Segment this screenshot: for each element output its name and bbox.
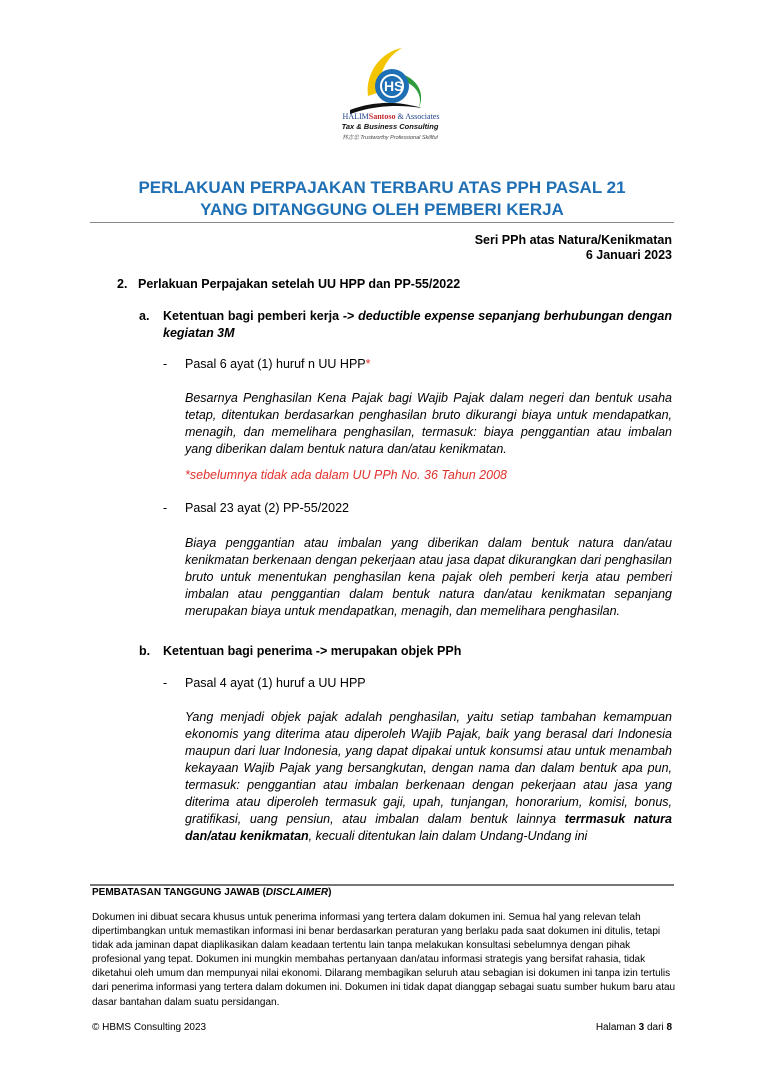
subsection-b-heading	[139, 643, 672, 660]
heading-text: )	[328, 887, 332, 898]
page-label: Halaman	[595, 1022, 639, 1033]
page-current: 3	[638, 1022, 645, 1033]
section-number: 2.	[117, 277, 128, 291]
dash: -	[163, 501, 168, 515]
dash: -	[163, 676, 168, 690]
logo-emblem-icon	[340, 44, 440, 114]
logo-tagline: Tax & Business Consulting	[341, 122, 439, 131]
item-b1-text	[185, 709, 672, 845]
text-bold: terrmasuk natura dan/atau kenikmatan	[185, 812, 672, 843]
item-a2-text: Biaya penggantian atau imbalan yang diberikan dalam bentuk natura dan/atau kenikmatan berkenaan dengan pekerjaan atau jasa dapat dikurangkan dari penghasilan bruto untuk menentukan penghasilan kena pajak oleh pemberi kerja atau pemberi imbalan atau penggantian dalam bentuk natura dan/atau kenikmatan sepanjang merupakan biaya untuk mendapatkan, menagih, dan memelihara penghasilan.	[185, 536, 672, 618]
title-line-2: YANG DITANGGUNG OLEH PEMBERI KERJA	[200, 200, 564, 219]
document-title	[90, 177, 674, 221]
page-total: 8	[666, 1022, 672, 1033]
title-line-1: PERLAKUAN PERPAJAKAN TERBARU ATAS PPH PASAL 21	[138, 178, 626, 197]
section-title: Perlakuan Perpajakan setelah UU HPP dan PP-55/2022	[138, 277, 461, 291]
subsection-letter: a.	[139, 309, 150, 323]
item-a1-note: *sebelumnya tidak ada dalam UU PPh No. 36 Tahun 2008	[185, 468, 507, 482]
heading-text: PEMBATASAN TANGGUNG JAWAB (	[92, 887, 266, 898]
logo-name: HALIMSantoso & Associates	[342, 112, 440, 121]
subsection-a-heading	[139, 308, 672, 342]
section-heading	[117, 277, 460, 291]
heading-italic: deductible expense sepanjang berhubungan dengan kegiatan 3M	[163, 309, 672, 340]
page-sep: dari	[644, 1022, 667, 1033]
logo-motto: 林志忠 Trustworthy Professional Skillful	[342, 135, 438, 141]
subsection-letter: b.	[139, 644, 151, 658]
footer-copyright: © HBMS Consulting 2023	[92, 1022, 207, 1033]
item-a1-text: Besarnya Penghasilan Kena Pajak bagi Wajib Pajak dalam negeri dan bentuk usaha tetap, ditentukan berdasarkan penghasilan bruto dikurangi biaya untuk mendapatkan, menagih, dan memelihara penghasilan, termasuk: biaya penggantian atau imbalan yang diberikan dalam bentuk natura dan/atau kenikmatan.	[185, 391, 672, 456]
series-name: Seri PPh atas Natura/Kenikmatan	[474, 233, 672, 247]
asterisk-mark: *	[365, 357, 371, 371]
svg-text:HS: HS	[384, 78, 404, 94]
item-b1-label	[163, 676, 366, 690]
series-date: 6 Januari 2023	[585, 248, 672, 262]
heading-italic: DISCLAIMER	[265, 887, 329, 898]
disclaimer-heading	[92, 887, 331, 898]
text-part: , kecuali ditentukan lain dalam Undang-Undang ini	[308, 829, 588, 843]
heading-text: Ketentuan bagi pemberi kerja ->	[163, 309, 359, 323]
text-part: Yang menjadi objek pajak adalah penghasilan, yaitu setiap tambahan kemampuan ekonomis yang diterima atau diperoleh Wajib Pajak, baik yang berasal dari Indonesia maupun dari luar Indonesia, yang dapat dipakai untuk konsumsi atau untuk menambah kekayaan Wajib Pajak yang bersangkutan, dengan nama dan dalam bentuk apa pun, termasuk: penggantian atau imbalan berkenaan dengan pekerjaan atau jasa yang diterima atau diperoleh termasuk gaji, upah, tunjangan, honorarium, komisi, bonus, gratifikasi, uang pensiun, atau imbalan dalam bentuk lainnya	[185, 710, 672, 826]
item-label: Pasal 23 ayat (2) PP-55/2022	[185, 501, 349, 515]
item-label: Pasal 4 ayat (1) huruf a UU HPP	[185, 676, 366, 690]
dash: -	[163, 357, 168, 371]
disclaimer-text: Dokumen ini dibuat secara khusus untuk penerima informasi yang tertera dalam dokumen ini. Semua hal yang relevan telah dipertimbangkan untuk memastikan informasi ini benar berdasarkan peraturan yang berlaku pada saat dokumen ini ditulis, tetapi tidak ada jaminan dapat diaplikasikan dalam keadaan tertentu lain tanpa melakukan konsultasi sebelumnya dengan pihak profesional yang tepat. Dokumen ini mungkin membahas pertanyaan dan/atau informasi strategis yang bersifat rahasia, tidak diketahui oleh umum dan mempunyai nilai ekonomi. Dilarang membagikan seluruh atau sebagian isi dokumen ini tanpa izin tertulis dari penerima informasi yang tertera dalam dokumen ini. Dokumen ini tidak dapat dianggap sebagai suatu sumber hukum baru atau dasar bantahan dalam suatu persidangan.	[92, 912, 676, 1008]
item-a1-label	[163, 357, 371, 371]
heading-text: Ketentuan bagi penerima -> merupakan objek PPh	[163, 644, 462, 658]
item-label: Pasal 6 ayat (1) huruf n UU HPP	[185, 357, 366, 371]
title-divider	[90, 222, 674, 223]
item-a2-label	[163, 501, 349, 515]
series-info	[475, 233, 672, 263]
disclaimer-divider	[90, 884, 674, 886]
footer-page-number	[596, 1022, 672, 1033]
company-logo	[340, 44, 440, 149]
